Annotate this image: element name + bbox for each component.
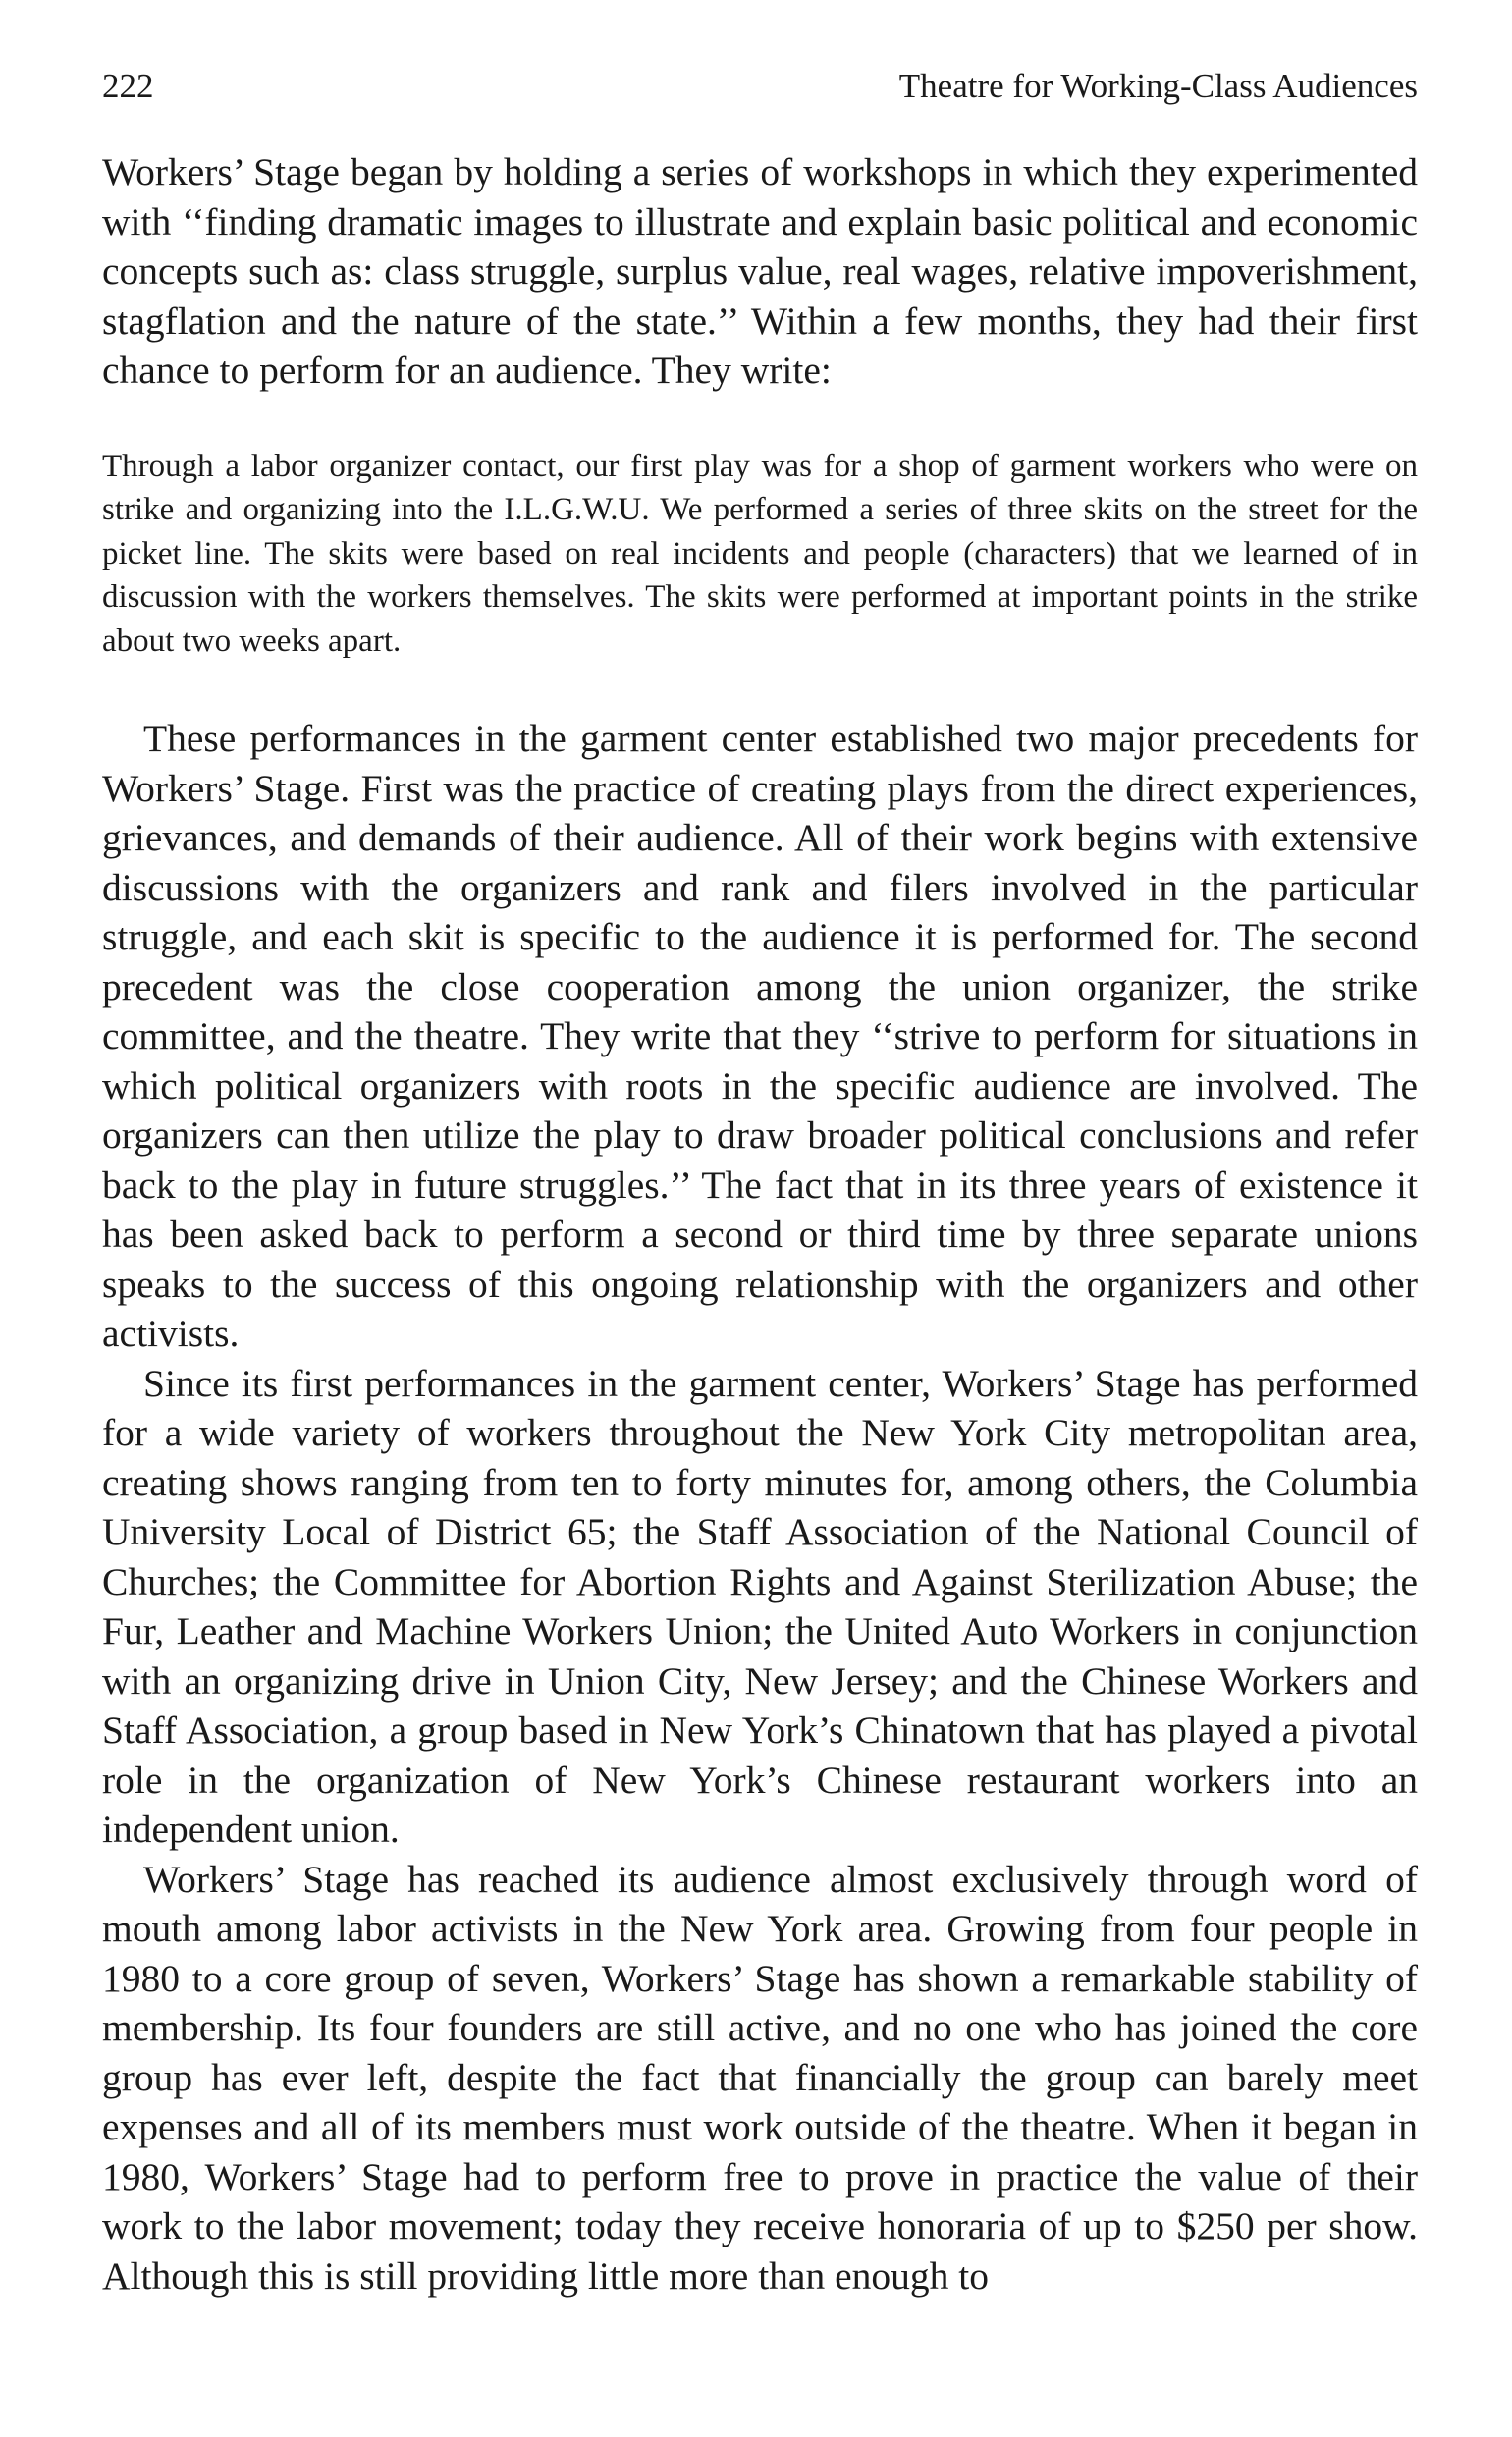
paragraph-intro: Workers’ Stage began by holding a series of workshops in which they experimented with ‘‘finding dramatic images to illustrate and explain basic political and economic concepts such as: class struggle, surplus value, real wages, relative impoverishment, stagflation and the nature of the state.’’ Within a few months, they had their first chance to perform for an audience. They write: [102,150,1418,392]
paragraph-performances: Since its first performances in the garment center, Workers’ Stage has performed for a wide variety of workers throughout the New York City metropolitan area, creating shows ranging from ten to forty minutes for, among others, the Columbia University Local of District 65; the Staff Association of the National Council of Churches; the Committee for Abortion Rights and Against Sterilization Abuse; the Fur, Leather and Machine Workers Union; the United Auto Workers in conjunction with an organizing drive in Union City, New Jersey; and the Chinese Workers and Staff Association, a group based in New York’s Chinatown that has played a pivotal role in the organization of New York’s Chinese restaurant workers into an independent union. [102,1361,1418,1851]
running-title: Theatre for Working-Class Audiences [898,67,1418,105]
running-head [102,61,1418,112]
block-quote: Through a labor organizer contact, our first play was for a shop of garment workers who were on strike and organizing into the I.L.G.W.U. We performed a series of three skits on the street for the picket line. The skits were based on real incidents and people (characters) that we learned of in discussion with the workers themselves. The skits were performed at important points in the strike about two weeks apart. [102,448,1418,659]
body-text [102,147,1418,2301]
paragraph-audience: Workers’ Stage has reached its audience almost exclusively through word of mouth among labor activists in the New York area. Growing from four people in 1980 to a core group of seven, Workers’ Stage has shown a remarkable stability of membership. Its four founders are still active, and no one who has joined the core group has ever left, despite the fact that financially the group can barely meet expenses and all of its members must work outside of the theatre. When it began in 1980, Workers’ Stage had to perform free to prove in practice the value of their work to the labor movement; today they receive honoraria of up to $250 per show. Although this is still providing little more than enough to [102,1857,1418,2298]
paragraph-precedents: These performances in the garment center established two major precedents for Workers’ Stage. First was the practice of creating plays from the direct experiences, grievances, and demands of their audience. All of their work begins with extensive discussions with the organizers and rank and filers involved in the particular struggle, and each skit is specific to the audience it is performed for. The second precedent was the close cooperation among the union organizer, the strike committee, and the theatre. They write that they ‘‘strive to perform for situations in which political organizers with roots in the specific audience are involved. The organizers can then utilize the play to draw broader political conclusions and refer back to the play in future struggles.’’ The fact that in its three years of existence it has been asked back to perform a second or third time by three separate unions speaks to the success of this ongoing relationship with the organizers and other activists. [102,717,1418,1355]
page-number: 222 [102,67,154,105]
